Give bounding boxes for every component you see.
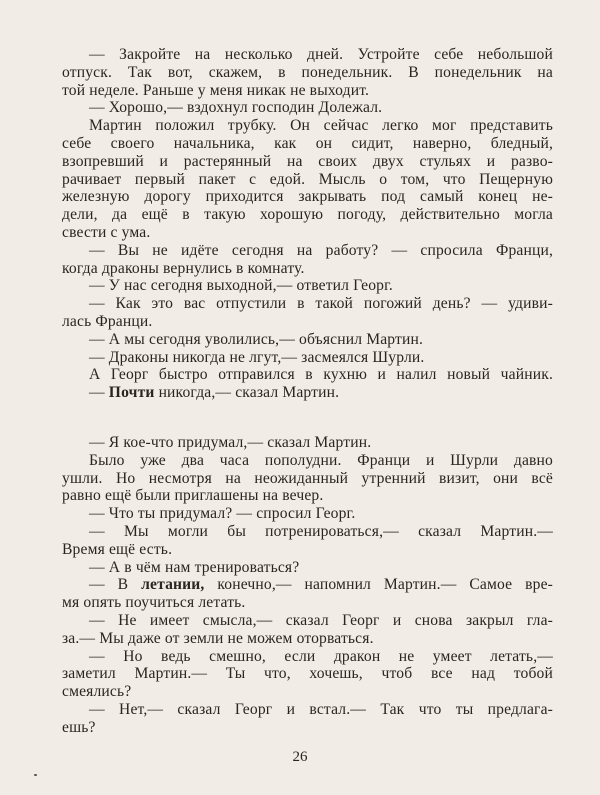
text-line: — Нет,— сказал Георг и встал.— Так что ты предлага- — [89, 700, 553, 718]
text-segment: никогда,— сказал Мартин. — [154, 384, 340, 402]
text-line: — Не имеет смысла,— сказал Георг и снова закрыл гла- — [89, 611, 553, 629]
text-line: когда драконы вернулись в комнату. — [62, 259, 305, 277]
text-section-2 — [62, 434, 553, 737]
text-line: за.— Мы даже от земли не можем оторваться. — [62, 629, 374, 647]
text-line: — Драконы никогда не лгут,— засмеялся Шурли. — [89, 348, 425, 366]
text-line: — У нас сегодня выходной,— ответил Георг. — [89, 277, 393, 295]
text-line: ушли. Но несмотря на неожиданный утренний визит, они всё — [62, 469, 553, 487]
text-line: — Мы могли бы потренироваться,— сказал Мартин.— — [89, 522, 553, 540]
text-line: свести с ума. — [62, 223, 151, 241]
text-line: заметил Мартин.— Ты что, хочешь, чтоб все над тобой — [62, 665, 553, 683]
text-line: А Георг быстро отправился в кухню и налил новый чайник. — [89, 366, 553, 384]
text-line: — Я кое-что придумал,— сказал Мартин. — [89, 434, 372, 451]
text-line: — Как это вас отпустили в такой погожий день? — удиви- — [89, 295, 553, 313]
text-line: — Вы не идёте сегодня на работу? — спросила Франци, — [89, 241, 553, 259]
text-line: Мартин положил трубку. Он сейчас легко мог представить — [89, 117, 553, 135]
text-line: — Но ведь смешно, если дракон не умеет летать,— — [89, 647, 553, 665]
text-line — [62, 576, 553, 594]
text-segment: — — [89, 384, 109, 402]
bold-text: летании, — [141, 576, 205, 594]
text-line: отпуск. Так вот, скажем, в понедельник. В понедельник на — [62, 63, 553, 81]
scan-speck — [34, 774, 37, 776]
text-segment: конечно,— напомнил Мартин.— Самое вре- — [204, 576, 553, 594]
text-line: — А мы сегодня уволились,— объяснил Мартин. — [89, 330, 424, 348]
text-line: — Закройте на несколько дней. Устройте себе небольшой — [89, 46, 553, 63]
text-line: — А в чём нам тренироваться? — [89, 558, 300, 576]
text-line: той неделе. Раньше у меня никак не выходит. — [62, 81, 370, 99]
text-line: лась Франци. — [62, 312, 153, 330]
text-line: железную дорогу приходится закрывать под самый конец не- — [62, 188, 553, 206]
text-line: рачивает первый пакет с едой. Мысль о том, что Пещерную — [62, 170, 553, 188]
text-line: смеялись? — [62, 683, 132, 701]
text-line: — Что ты придумал? — спросил Георг. — [89, 505, 356, 523]
text-section-1 — [62, 46, 553, 402]
text-line — [62, 384, 553, 402]
bold-text: Почти — [108, 384, 155, 402]
text-line: взопревший и растерянный на своих двух стульях и разво- — [62, 152, 553, 170]
text-line: Было уже два часа пополудни. Франци и Шурли давно — [89, 451, 553, 469]
text-line: дели, да ещё в такую хорошую погоду, действительно могла — [62, 206, 553, 224]
text-line: — Хорошо,— вздохнул господин Долежал. — [89, 99, 383, 117]
text-line: мя опять поучиться летать. — [62, 594, 246, 612]
text-line: равно ещё были приглашены на вечер. — [62, 487, 324, 505]
text-line: себе своего начальника, как он сидит, наверно, бледный, — [62, 134, 553, 152]
text-segment: — В — [89, 576, 142, 594]
text-line: ешь? — [62, 718, 96, 736]
text-line: Время ещё есть. — [62, 540, 173, 558]
page-number: 26 — [292, 749, 308, 765]
